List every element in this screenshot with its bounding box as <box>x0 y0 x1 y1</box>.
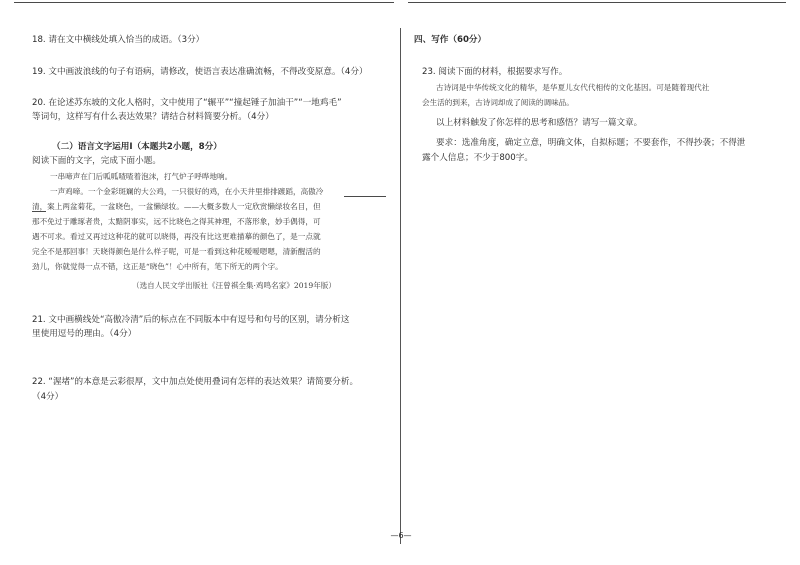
question-20-line2: 等词句，这样写有什么表达效果？请结合材料简要分析。（4分） <box>32 112 274 122</box>
underline-mark-1 <box>344 196 386 197</box>
passage-line-5: 遇不可求。看过又再过这种花的就可以晓得，再没有比这更难描摹的颜色了，是一点就 <box>32 232 321 241</box>
question-20-line1: 20. 在论述苏东坡的文化人格时，文中使用了“辗平”“撞起锤子加油干”“一地鸡毛” <box>32 98 342 108</box>
passage-line-1: 一串啼声在门后呱呱喳喳着泡沫，打气炉子呼哗地响。 <box>50 172 233 181</box>
material-line-2: 会生活的到来，古诗词却成了阅读的调味品。 <box>422 98 574 107</box>
column-divider <box>400 28 401 544</box>
underline-mark-2 <box>32 211 46 212</box>
question-19: 19. 文中画波浪线的句子有语病，请修改，使语言表达准确流畅，不得改变原意。（4分） <box>32 67 368 77</box>
question-23: 23. 阅读下面的材料，根据要求写作。 <box>422 67 568 77</box>
page-number: —6— <box>390 531 412 540</box>
requirements-line2: 露个人信息；不少于800字。 <box>422 153 533 163</box>
section-2-title: （二）语言文字运用Ⅰ（本题共2小题，8分） <box>52 142 222 152</box>
question-22-line1: 22. “渥堵”的本意是云彩很厚，文中加点处使用叠词有怎样的表达效果？请简要分析。 <box>32 377 359 387</box>
reading-instruction: 阅读下面的文字，完成下面小题。 <box>32 156 161 166</box>
passage-line-2: 一声鸡啼。一个金彩斑斓的大公鸡，一只很好的鸡，在小天井里排排踱蹈，高傲冷 <box>50 187 324 196</box>
passage-line-4: 那不免过于雕琢者贵，太黯阴事实，远不比晓色之得其神理，不落形象，妙手偶得，可 <box>32 217 321 226</box>
question-21-line2: 里使用逗号的理由。（4分） <box>32 329 137 339</box>
passage-source: （选自人民文学出版社《汪曾祺全集·鸡鸣名家》2019年版） <box>132 281 336 290</box>
writing-prompt: 以上材料触发了你怎样的思考和感悟？请写一篇文章。 <box>436 118 643 128</box>
question-18: 18. 请在文中横线处填入恰当的成语。（3分） <box>32 35 205 45</box>
top-right-rule <box>408 2 786 3</box>
material-line-1: 古诗词是中华传统文化的精华，是华夏儿女代代相传的文化基因。可是随着现代社 <box>436 83 710 92</box>
passage-line-7: 劲儿，你就觉得一点不错，这正是“晓色”！心中所有，笔下所无的两个字。 <box>32 262 283 271</box>
section-4-title: 四、写作（60分） <box>414 35 487 45</box>
requirements-line1: 要求：选准角度，确定立意，明确文体，自拟标题；不要套作，不得抄袭；不得泄 <box>436 138 746 148</box>
passage-line-6: 完全不是那回事！天晓得颜色是什么样子呢，可是一看到这种花嗳嗳嗯嗯，清新醒活的 <box>32 247 321 256</box>
question-21-line1: 21. 文中画横线处“高傲冷清”后的标点在不同版本中有逗号和句号的区别，请分析这 <box>32 315 350 325</box>
top-left-rule <box>14 2 394 3</box>
passage-line-3: 清，案上两盆菊花，一盆晓色，一盆懒绿妆。——大概多数人一定欣赏懒绿妆名目，但 <box>32 202 321 211</box>
question-22-line2: （4分） <box>32 392 64 402</box>
